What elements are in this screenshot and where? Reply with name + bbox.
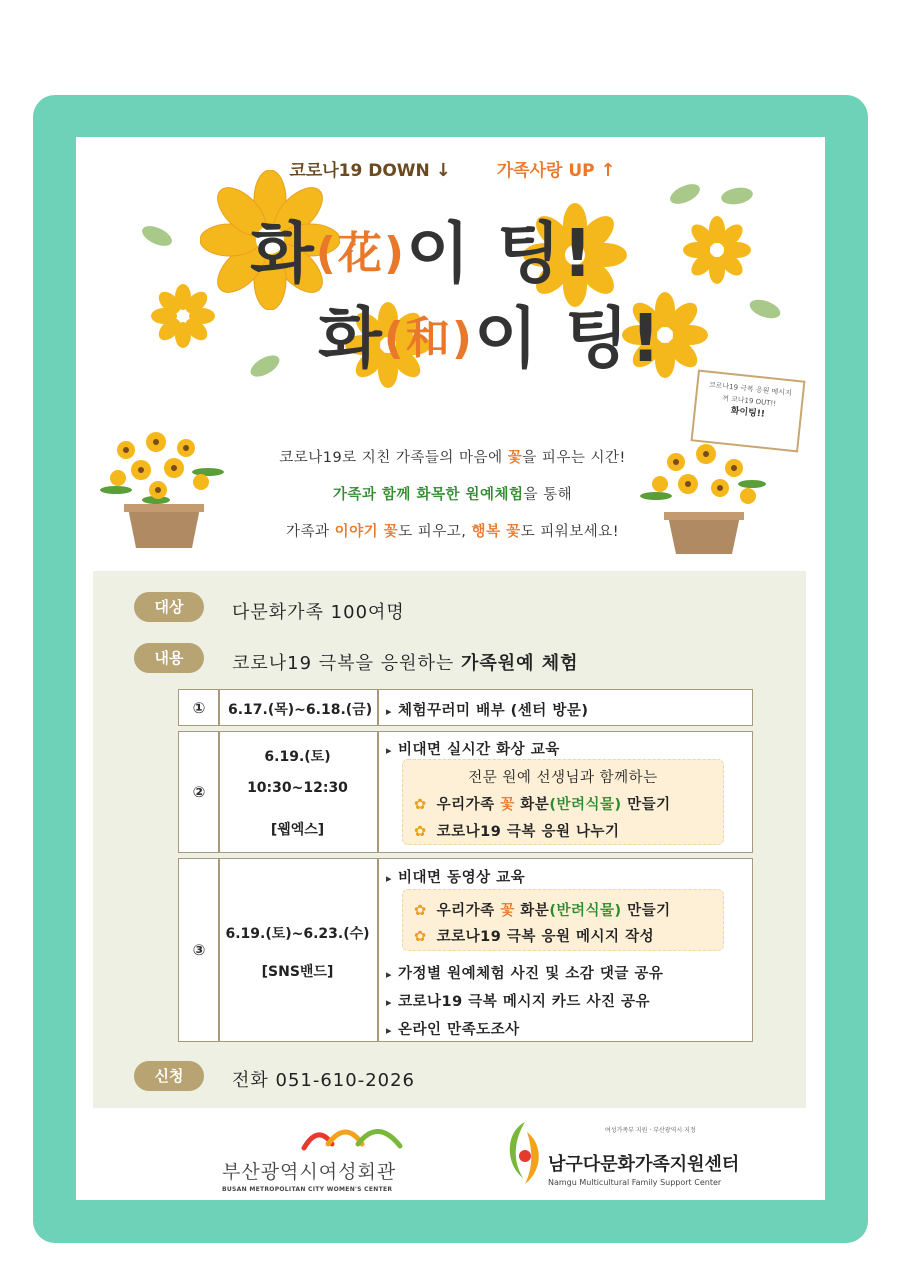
sign-line-1: 코로나19 극복 응원 메시지	[708, 380, 793, 398]
footer-org-2-english: Namgu Multicultural Family Support Center	[548, 1178, 722, 1187]
row-3-sub-1: ✿ 우리가족 꽃 화분(반려식물) 만들기	[414, 903, 671, 919]
row-2-item: ▸ 비대면 실시간 화상 교육	[386, 738, 560, 759]
leaf-icon	[248, 355, 282, 377]
row-3-item-4: ▸ 온라인 만족도조사	[386, 1018, 520, 1039]
arrow-up-icon: ↑	[600, 160, 616, 181]
row-1-date: 6.17.(목)~6.18.(금)	[228, 702, 373, 718]
leaf-icon	[748, 298, 782, 320]
row-3-item-2: ▸ 가정별 원예체험 사진 및 소감 댓글 공유	[386, 962, 663, 983]
title-line-1: 화(花)이 팅!	[250, 215, 595, 292]
apply-value: 전화 051-610-2026	[232, 1070, 416, 1091]
flower-bullet-icon: ✿	[414, 903, 427, 919]
arrow-down-icon: ↓	[435, 160, 451, 181]
sign-line-2: 꺼 코나19 OUT!!	[721, 394, 777, 408]
leaf-icon	[140, 225, 174, 247]
divider	[377, 858, 379, 1042]
flower-bullet-icon: ✿	[414, 929, 427, 945]
row-3-item-3: ▸ 코로나19 극복 메시지 카드 사진 공유	[386, 990, 650, 1011]
slogan-down-text: 코로나19 DOWN	[289, 161, 430, 181]
footer-org-1-english: BUSAN METROPOLITAN CITY WOMEN'S CENTER	[222, 1186, 393, 1193]
intro-line-1: 코로나19로 지친 가족들의 마음에 꽃을 피우는 시간!	[279, 450, 626, 466]
row-1-item: ▸ 체험꾸러미 배부 (센터 방문)	[386, 699, 589, 720]
footer-org-1: 부산광역시여성회관	[222, 1161, 397, 1183]
target-value: 다문화가족 100여명	[232, 602, 405, 623]
content-value: 코로나19 극복을 응원하는 가족원예 체험	[232, 653, 579, 674]
footer-org-2-sponsor: 여성가족부 지원 · 부산광역시 지정	[605, 1127, 696, 1134]
divider	[218, 689, 220, 726]
divider	[377, 731, 379, 853]
slogan	[0, 156, 905, 181]
flower-bullet-icon: ✿	[414, 797, 427, 813]
row-2-sub-title: 전문 원예 선생님과 함께하는	[468, 770, 658, 786]
intro-line-3: 가족과 이야기 꽃도 피우고, 행복 꽃도 피워보세요!	[285, 524, 620, 540]
row-2-time: 10:30~12:30	[247, 780, 348, 796]
row-3-sub-2: ✿ 코로나19 극복 응원 메시지 작성	[414, 929, 655, 945]
womens-center-logo-icon	[300, 1120, 405, 1152]
row-3-date: 6.19.(토)~6.23.(수)	[225, 926, 370, 942]
sign-line-3: 화이팅!!	[730, 406, 766, 420]
row-2-sub-2: ✿ 코로나19 극복 응원 나누기	[414, 824, 620, 840]
intro-text	[0, 440, 905, 551]
title-line-2: 화(和)이 팅!	[318, 300, 663, 377]
content-tag: 내용	[134, 643, 204, 673]
row-2-date: 6.19.(토)	[264, 749, 331, 765]
apply-tag: 신청	[134, 1061, 204, 1091]
row-2-number: ②	[192, 783, 206, 801]
row-3-platform: [SNS밴드]	[261, 964, 334, 980]
leaf-icon	[720, 185, 754, 207]
flower-decoration-small-left	[150, 283, 216, 349]
divider	[377, 689, 379, 726]
slogan-up-text: 가족사랑 UP	[496, 161, 595, 181]
row-3-item-1: ▸ 비대면 동영상 교육	[386, 866, 525, 887]
row-2-sub-1: ✿ 우리가족 꽃 화분(반려식물) 만들기	[414, 797, 671, 813]
row-3-number: ③	[192, 941, 206, 959]
flower-decoration-small-right	[682, 215, 752, 285]
row-1-number: ①	[192, 699, 206, 717]
family-center-logo-icon	[503, 1118, 545, 1190]
flower-bullet-icon: ✿	[414, 824, 427, 840]
leaf-icon	[668, 183, 702, 205]
row-2-platform: [웹엑스]	[270, 822, 325, 838]
divider	[218, 858, 220, 1042]
target-tag: 대상	[134, 592, 204, 622]
intro-line-2: 가족과 함께 화목한 원예체험을 통해	[332, 487, 573, 503]
footer-org-2: 남구다문화가족지원센터	[548, 1154, 740, 1175]
